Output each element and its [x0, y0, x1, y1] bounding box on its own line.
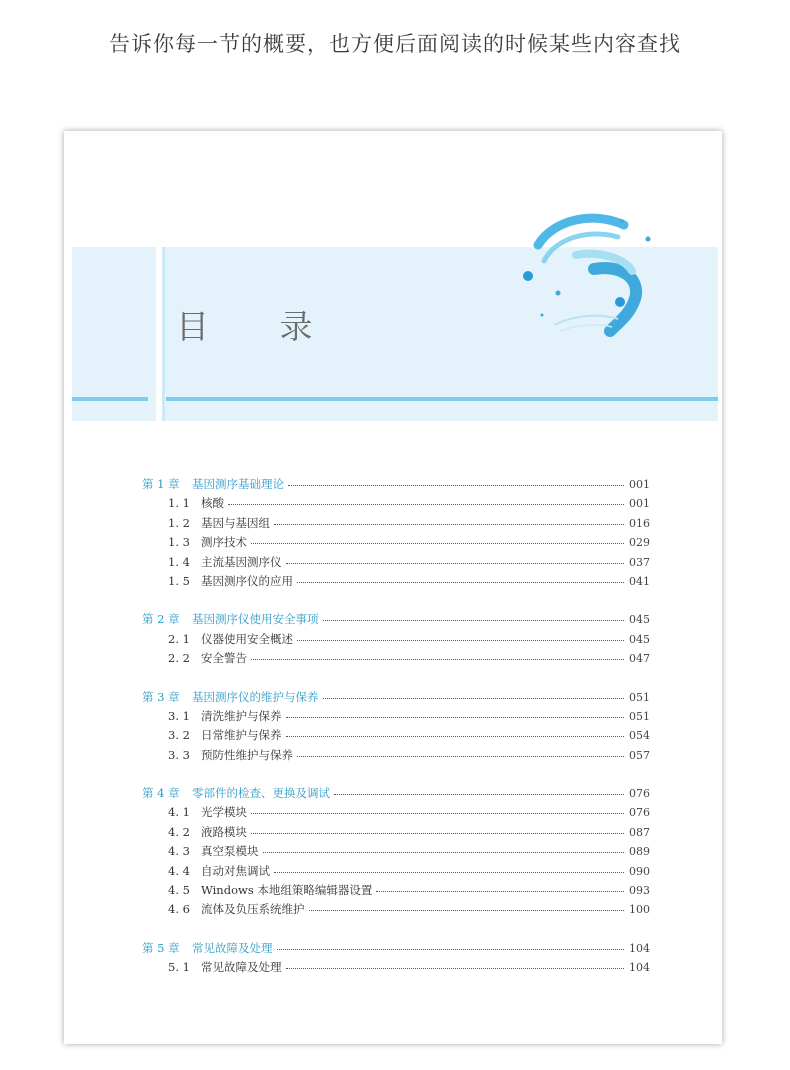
- headline: 告诉你每一节的概要，也方便后面阅读的时候某些内容查找: [109, 32, 681, 56]
- toc-chapter-entry-title: 基因测序基础理论: [192, 477, 284, 491]
- toc-section-entry-title: 测序技术: [201, 535, 247, 550]
- toc-section-entry-number: 4. 3: [168, 844, 190, 859]
- toc-chapter-entry[interactable]: [142, 689, 650, 708]
- toc-section-entry-title: 安全警告: [201, 651, 247, 666]
- toc-section-entry[interactable]: [142, 843, 650, 862]
- band-rule-left: [72, 397, 148, 401]
- toc-chapter: [142, 611, 650, 669]
- toc-section-entry[interactable]: [142, 573, 650, 592]
- toc-section-entry-number: 4. 4: [168, 863, 190, 878]
- toc-section-entry[interactable]: [142, 824, 650, 843]
- toc-section-entry-title: 真空泵模块: [201, 844, 259, 859]
- toc-section-entry-page: 076: [629, 806, 650, 820]
- toc-section-entry[interactable]: [142, 901, 650, 920]
- toc-chapter-entry-page: 001: [629, 478, 650, 491]
- toc-section-entry-page: 016: [629, 516, 650, 530]
- toc-section-entry[interactable]: [142, 515, 650, 534]
- dot-leader: [334, 794, 624, 795]
- toc-section-entry-page: 087: [629, 825, 650, 839]
- toc-chapter-entry[interactable]: [142, 611, 650, 630]
- dot-leader: [286, 563, 625, 564]
- toc-section-entry-number: 2. 2: [168, 651, 190, 666]
- toc-section-entry-number: 2. 1: [168, 631, 190, 646]
- toc-chapter-entry-number: 第 4 章: [142, 786, 180, 801]
- toc-section-entry-number: 1. 2: [168, 515, 190, 530]
- book-page: [64, 131, 722, 1044]
- toc-section-entry[interactable]: [142, 534, 650, 553]
- toc-section-entry-number: 3. 1: [168, 708, 190, 723]
- toc-section-entry-page: 089: [629, 845, 650, 859]
- toc-section-entry-number: 4. 2: [168, 824, 190, 839]
- toc-section-entry-title: 自动对焦调试: [201, 863, 270, 878]
- toc-section-entry[interactable]: [142, 708, 650, 727]
- dot-leader: [251, 813, 624, 814]
- toc-section-entry-page: 001: [629, 497, 650, 511]
- dot-leader: [309, 910, 625, 911]
- toc-chapter-entry[interactable]: [142, 940, 650, 959]
- dot-leader: [286, 968, 625, 969]
- toc-section-entry[interactable]: [142, 882, 650, 901]
- toc-section-entry-title: 预防性维护与保养: [201, 747, 293, 762]
- toc-section-entry-number: 1. 5: [168, 573, 190, 588]
- toc-section-entry[interactable]: [142, 650, 650, 669]
- dot-leader: [286, 736, 625, 737]
- toc-section-entry-title: 基因测序仪的应用: [201, 573, 293, 588]
- dot-leader: [251, 543, 624, 544]
- toc-section-entry-page: 093: [629, 884, 650, 898]
- dot-leader: [323, 698, 625, 699]
- toc-section-entry-page: 104: [629, 961, 650, 975]
- toc-section-entry-page: 037: [629, 555, 650, 569]
- dot-leader: [277, 949, 625, 950]
- toc-section-entry-title: 光学模块: [201, 805, 247, 820]
- toc-section-entry-title: 核酸: [201, 496, 224, 511]
- toc-chapter-entry[interactable]: [142, 476, 650, 495]
- toc-title: 目 录: [176, 307, 343, 346]
- toc-section-entry-page: 041: [629, 574, 650, 588]
- toc-chapter: [142, 689, 650, 767]
- dot-leader: [297, 756, 624, 757]
- toc-section-entry-title: 液路模块: [201, 824, 247, 839]
- toc-chapter-entry-page: 051: [629, 690, 650, 704]
- toc-section-entry-number: 1. 4: [168, 554, 190, 569]
- swirl-decoration-icon: [514, 201, 654, 341]
- toc-section-entry-page: 051: [629, 709, 650, 723]
- dot-leader: [274, 524, 624, 525]
- dot-leader: [286, 717, 625, 718]
- toc-chapter-entry-number: 第 1 章: [142, 477, 180, 491]
- toc-section-entry[interactable]: [142, 747, 650, 766]
- toc-section-entry-number: 4. 5: [168, 883, 190, 898]
- toc-section-entry-number: 4. 1: [168, 805, 190, 820]
- dot-leader: [297, 640, 624, 641]
- dot-leader: [323, 620, 625, 621]
- toc-chapter: [142, 940, 650, 979]
- toc-section-entry[interactable]: [142, 959, 650, 978]
- toc-section-entry-number: 3. 3: [168, 747, 190, 762]
- toc-chapter: [142, 785, 650, 921]
- toc-section-entry-title: 日常维护与保养: [201, 728, 282, 743]
- toc-section-entry[interactable]: [142, 804, 650, 823]
- table-of-contents: [142, 476, 650, 998]
- toc-section-entry-title: 仪器使用安全概述: [201, 631, 293, 646]
- toc-section-entry-page: 100: [629, 903, 650, 917]
- toc-chapter-entry-page: 076: [629, 787, 650, 801]
- toc-section-entry-page: 090: [629, 864, 650, 878]
- toc-chapter-entry-number: 第 2 章: [142, 612, 180, 627]
- toc-chapter-entry-title: 常见故障及处理: [192, 940, 273, 955]
- toc-section-entry-page: 045: [629, 632, 650, 646]
- dot-leader: [251, 833, 624, 834]
- dot-leader: [251, 659, 624, 660]
- toc-section-entry-number: 1. 1: [168, 496, 190, 511]
- toc-section-entry[interactable]: [142, 863, 650, 882]
- toc-section-entry-page: 057: [629, 748, 650, 762]
- toc-section-entry-page: 047: [629, 652, 650, 666]
- toc-chapter-entry-page: 104: [629, 941, 650, 955]
- toc-section-entry-number: 5. 1: [168, 960, 190, 975]
- dot-leader: [274, 872, 624, 873]
- band-divider-accent: [162, 247, 165, 421]
- toc-section-entry-number: 4. 6: [168, 902, 190, 917]
- toc-chapter: [142, 476, 650, 592]
- dot-leader: [228, 504, 624, 505]
- toc-section-entry-title: 常见故障及处理: [201, 960, 282, 975]
- toc-section-entry[interactable]: [142, 495, 650, 514]
- dot-leader: [263, 852, 625, 853]
- toc-section-entry-title: 清洗维护与保养: [201, 708, 282, 723]
- toc-chapter-entry-title: 基因测序仪使用安全事项: [192, 612, 319, 627]
- toc-section-entry[interactable]: [142, 554, 650, 573]
- dot-leader: [376, 891, 624, 892]
- toc-section-entry-page: 029: [629, 536, 650, 550]
- toc-section-entry[interactable]: [142, 727, 650, 746]
- band-rule-right: [166, 397, 718, 401]
- dot-leader: [297, 582, 624, 583]
- toc-chapter-entry-page: 045: [629, 613, 650, 627]
- toc-chapter-entry[interactable]: [142, 785, 650, 804]
- toc-chapter-entry-number: 第 5 章: [142, 940, 180, 955]
- toc-chapter-entry-title: 零部件的检查、更换及调试: [192, 786, 330, 801]
- toc-section-entry-title: Windows 本地组策略编辑器设置: [201, 883, 373, 898]
- toc-chapter-entry-number: 第 3 章: [142, 689, 180, 704]
- toc-section-entry-title: 基因与基因组: [201, 515, 270, 530]
- toc-section-entry-title: 流体及负压系统维护: [201, 902, 305, 917]
- toc-section-entry-page: 054: [629, 729, 650, 743]
- toc-chapter-entry-title: 基因测序仪的维护与保养: [192, 689, 319, 704]
- dot-leader: [288, 485, 624, 486]
- toc-section-entry[interactable]: [142, 631, 650, 650]
- toc-section-entry-number: 1. 3: [168, 535, 190, 550]
- toc-section-entry-number: 3. 2: [168, 728, 190, 743]
- toc-section-entry-title: 主流基因测序仪: [201, 554, 282, 569]
